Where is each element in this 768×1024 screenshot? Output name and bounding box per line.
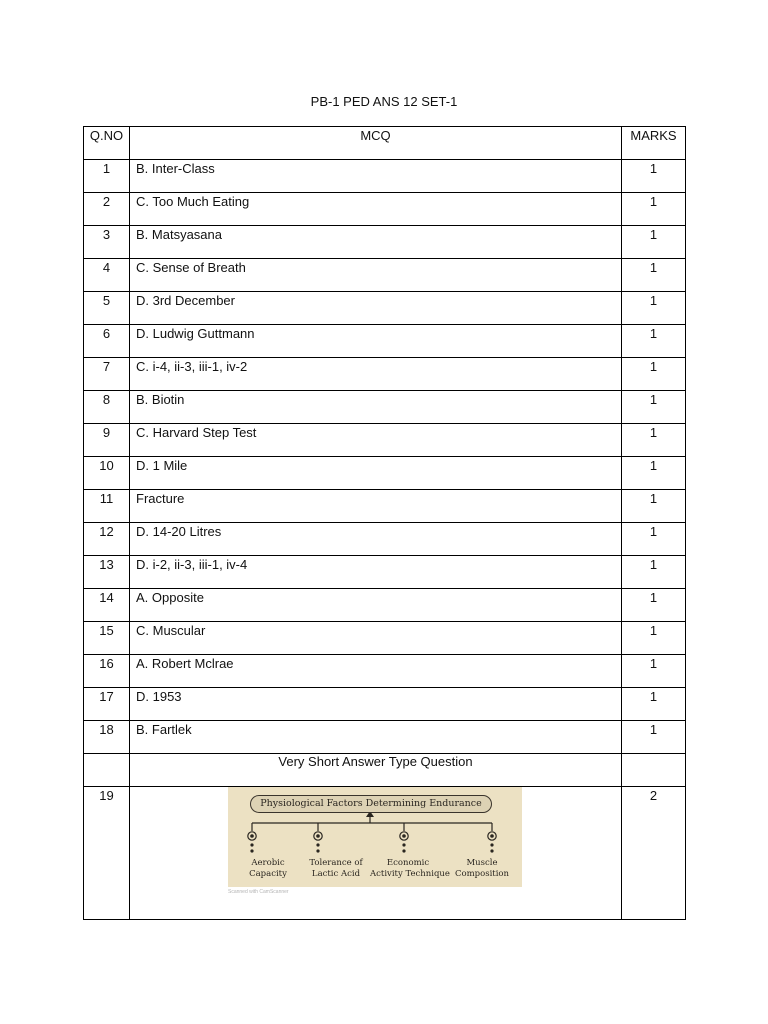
question-number-cell: 13 [84,556,130,589]
table-row [84,292,686,325]
answer-cell: C. Sense of Breath [130,259,622,292]
question-19-row [84,787,686,920]
question-number-cell: 19 [84,787,130,920]
answer-cell: A. Opposite [130,589,622,622]
answer-cell: C. Harvard Step Test [130,424,622,457]
table-row [84,457,686,490]
question-number-cell: 4 [84,259,130,292]
question-number-cell: 11 [84,490,130,523]
table-row [84,490,686,523]
table-row [84,523,686,556]
document-title: PB-1 PED ANS 12 SET-1 [310,94,458,109]
marks-cell: 1 [622,523,686,556]
marks-cell: 1 [622,325,686,358]
question-number-cell: 14 [84,589,130,622]
factor-label-line1: Economic [386,858,430,868]
section-heading: Very Short Answer Type Question [130,754,622,787]
marks-cell: 1 [622,457,686,490]
scanner-watermark: Scanned with CamScanner [228,889,289,895]
question-number-cell: 16 [84,655,130,688]
question-number-cell: 1 [84,160,130,193]
question-number-cell: 10 [84,457,130,490]
answer-cell: C. Too Much Eating [130,193,622,226]
table-row [84,391,686,424]
marks-cell: 1 [622,226,686,259]
marks-cell: 1 [622,655,686,688]
marks-cell: 1 [622,490,686,523]
table-row [84,259,686,292]
endurance-factor-label [370,858,450,880]
question-number-cell: 9 [84,424,130,457]
answer-cell: D. 1953 [130,688,622,721]
endurance-factors-diagram [228,787,522,887]
factor-label-line2: Lactic Acid [311,869,361,879]
marks-cell: 1 [622,622,686,655]
factor-label-line2: Activity Technique [370,869,450,879]
table-row [84,556,686,589]
question-number-cell: 15 [84,622,130,655]
answer-key-table [83,126,686,920]
answer-cell: B. Matsyasana [130,226,622,259]
question-number-cell: 2 [84,193,130,226]
table-header-row [84,127,686,160]
answer-cell: D. 3rd December [130,292,622,325]
marks-cell: 1 [622,589,686,622]
answer-cell: D. i-2, ii-3, iii-1, iv-4 [130,556,622,589]
marks-cell: 1 [622,160,686,193]
table-row [84,589,686,622]
factor-label-line2: Composition [454,869,510,879]
marks-cell: 1 [622,721,686,754]
marks-cell: 1 [622,292,686,325]
header-mcq: MCQ [130,127,622,160]
marks-cell: 1 [622,259,686,292]
endurance-factor-label [444,858,520,880]
answer-cell [130,787,622,920]
table-row [84,622,686,655]
answer-cell: C. Muscular [130,622,622,655]
table-row [84,193,686,226]
table-row [84,721,686,754]
question-number-cell: 6 [84,325,130,358]
header-qno: Q.NO [84,127,130,160]
header-marks: MARKS [622,127,686,160]
section-qno-cell [84,754,130,787]
marks-cell: 1 [622,688,686,721]
table-row [84,226,686,259]
marks-cell: 1 [622,424,686,457]
factor-label-line1: Muscle [466,858,498,868]
marks-cell: 2 [622,787,686,920]
table-row [84,424,686,457]
factor-label-line1: Tolerance of [309,858,363,868]
section-row [84,754,686,787]
endurance-factor-label [298,858,374,880]
marks-cell: 1 [622,391,686,424]
answer-cell: D. 1 Mile [130,457,622,490]
answer-cell: B. Fartlek [130,721,622,754]
question-number-cell: 3 [84,226,130,259]
factor-label-line1: Aerobic [251,858,285,868]
answer-cell: A. Robert Mclrae [130,655,622,688]
marks-cell: 1 [622,556,686,589]
answer-key-table-body [84,127,686,920]
answer-cell: D. 14-20 Litres [130,523,622,556]
factor-label-line2: Capacity [249,869,287,879]
table-row [84,358,686,391]
answer-cell: Fracture [130,490,622,523]
question-number-cell: 18 [84,721,130,754]
answer-cell: D. Ludwig Guttmann [130,325,622,358]
question-number-cell: 8 [84,391,130,424]
table-row [84,325,686,358]
question-number-cell: 12 [84,523,130,556]
marks-cell: 1 [622,193,686,226]
answer-cell: B. Biotin [130,391,622,424]
question-number-cell: 17 [84,688,130,721]
answer-cell: C. i-4, ii-3, iii-1, iv-2 [130,358,622,391]
diagram-title-box: Physiological Factors Determining Endurance [250,795,492,813]
table-row [84,688,686,721]
marks-cell: 1 [622,358,686,391]
table-row [84,655,686,688]
section-marks-cell [622,754,686,787]
question-number-cell: 5 [84,292,130,325]
table-row [84,160,686,193]
answer-cell: B. Inter-Class [130,160,622,193]
question-number-cell: 7 [84,358,130,391]
endurance-factor-label [230,858,306,880]
